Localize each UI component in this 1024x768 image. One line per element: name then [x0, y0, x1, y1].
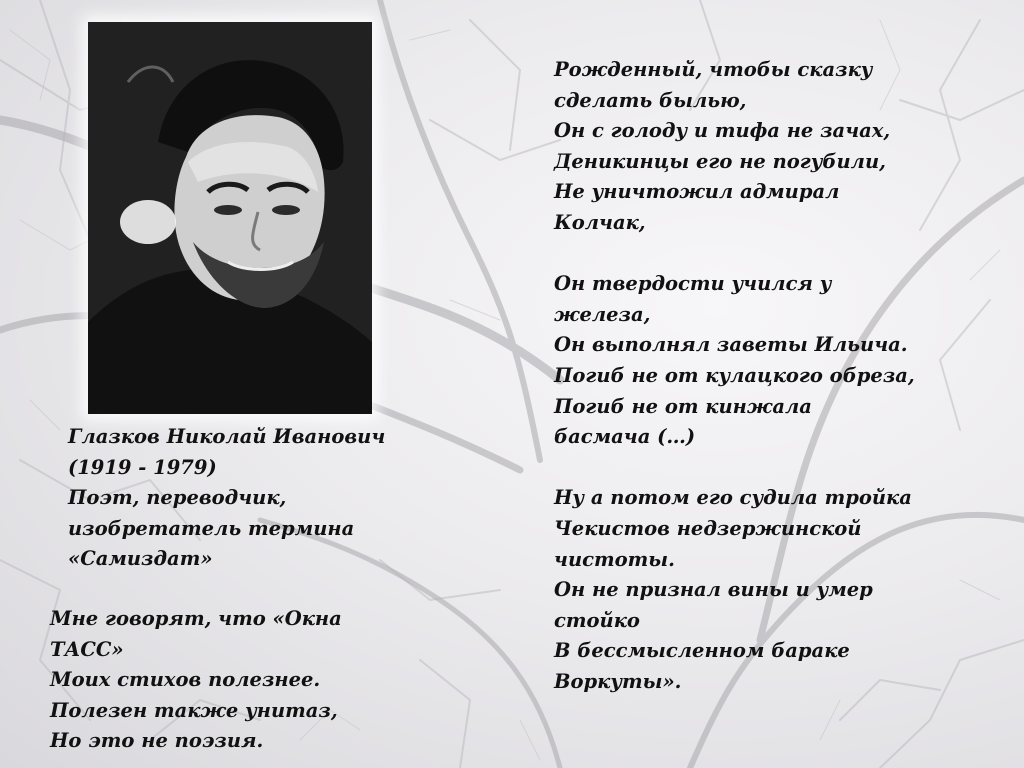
quote-stanza: Мне говорят, что «Окна ТАСС» Моих стихов полезнее. Полезен также унитаз, Но это не поэзия.	[50, 607, 342, 753]
portrait-photo	[88, 22, 372, 414]
poem-text: Рожденный, чтобы сказку сделать былью, Он с голоду и тифа не зачах, Деникинцы его не погубили, Не уничтожил адмирал Колчак, Он твердости учился у железа, Он выполнял заветы Ильича. Погиб не от кулацкого обреза, Погиб не от кинжала басмача (…) Ну а потом его судила тройка Чекистов недзержинской чистоты. Он не признал вины и умер стойко В бессмысленном бараке Воркуты».	[554, 58, 915, 693]
portrait-caption: Глазков Николай Иванович (1919 - 1979) Поэт, переводчик, изобретатель термина «Самиздат»	[68, 425, 386, 571]
